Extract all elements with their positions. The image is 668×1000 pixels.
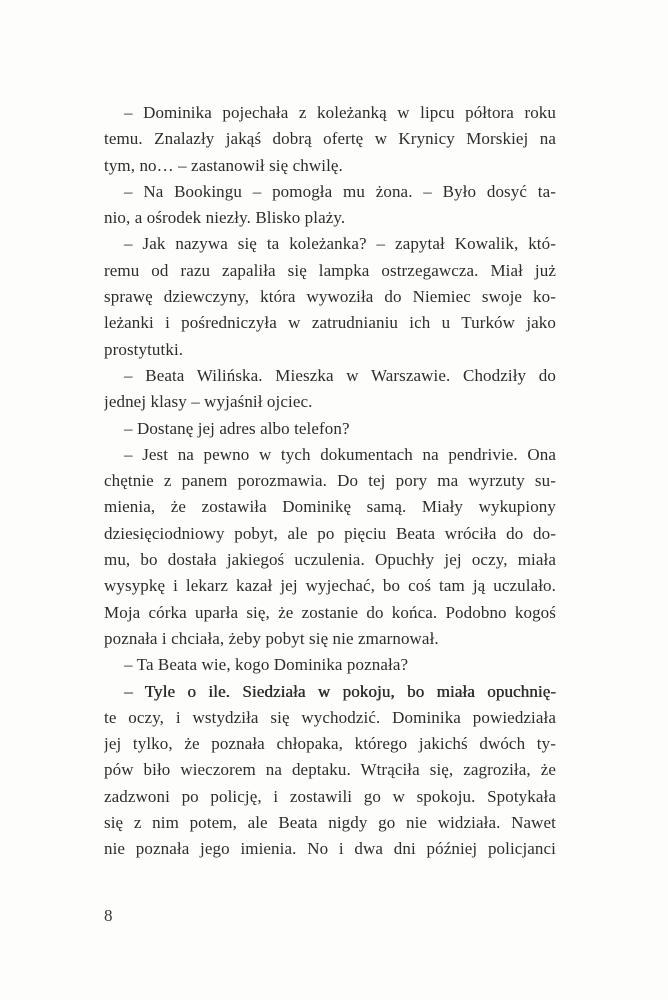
text-line: poznała i chciała, żeby pobyt się nie zmarnował. [104, 628, 439, 648]
text-line: – Dostanę jej adres albo telefon? [124, 418, 350, 438]
text-line: dziesięciodniowy pobyt, ale po pięciu Beata wróciła do do- [104, 523, 556, 543]
text-line: zadzwoni po policję, i zostawili go w spokoju. Spotykała [104, 786, 556, 806]
text-line: te oczy, i wstydziła się wychodzić. Dominika powiedziała [104, 707, 556, 727]
text-line: jej tylko, że poznała chłopaka, którego jakichś dwóch ty- [104, 734, 556, 754]
paragraph [104, 416, 556, 442]
text-line: temu. Znalazły jakąś dobrą ofertę w Krynicy Morskiej na [104, 129, 556, 149]
text-line: – Ta Beata wie, kogo Dominika poznała? [124, 655, 409, 675]
text-line: – Dominika pojechała z koleżanką w lipcu półtora roku [124, 103, 556, 122]
paragraph [104, 363, 556, 416]
text-line: – Na Bookingu – pomogła mu żona. – Było dosyć ta- [124, 181, 556, 201]
paragraph [104, 100, 556, 179]
page-number: 8 [104, 906, 113, 925]
paragraph [104, 179, 556, 232]
text-line: jednej klasy – wyjaśnił ojciec. [104, 392, 313, 412]
text-line: prostytutki. [104, 339, 184, 359]
text-line: – Jest na pewno w tych dokumentach na pendrivie. Ona [124, 444, 556, 464]
paragraph [104, 231, 556, 362]
text-line: mienia, że zostawiła Dominikę samą. Miały wykupiony [104, 497, 556, 517]
text-line: – Tyle o ile. Siedziała w pokoju, bo miała opuchnię- [124, 681, 556, 701]
paragraph [104, 442, 556, 652]
text-line: – Jak nazywa się ta koleżanka? – zapytał Kowalik, któ- [124, 234, 556, 254]
text-line: pów biło wieczorem na deptaku. Wtrąciła się, zagroziła, że [104, 760, 556, 780]
text-line: remu od razu zapaliła się lampka ostrzegawcza. Miał już [104, 260, 556, 280]
text-line: – Beata Wilińska. Mieszka w Warszawie. Chodziły do [124, 365, 556, 385]
text-line: Moja córka uparła się, że zostanie do końca. Podobno kogoś [104, 602, 556, 622]
text-line: nie poznała jego imienia. No i dwa dni później policjanci [104, 839, 556, 859]
text-line: tym, no… – zastanowił się chwilę. [104, 155, 343, 175]
text-line: wysypkę i lekarz kazał jej wyjechać, bo coś tam ją uczulało. [104, 576, 556, 596]
text-line: nio, a ośrodek niezły. Blisko plaży. [104, 208, 346, 228]
page-text [104, 100, 556, 863]
paragraph [104, 652, 556, 678]
text-line: się z nim potem, ale Beata nigdy go nie widziała. Nawet [104, 813, 556, 833]
text-line: leżanki i pośredniczyła w zatrudnianiu ich u Turków jako [104, 313, 556, 333]
text-line: mu, bo dostała jakiegoś uczulenia. Opuchły jej oczy, miała [104, 550, 556, 570]
text-line: sprawę dziewczyny, która wywoziła do Niemiec swoje ko- [104, 287, 556, 307]
text-line: chętnie z panem porozmawia. Do tej pory ma wyrzuty su- [104, 471, 556, 491]
paragraph [104, 679, 556, 863]
